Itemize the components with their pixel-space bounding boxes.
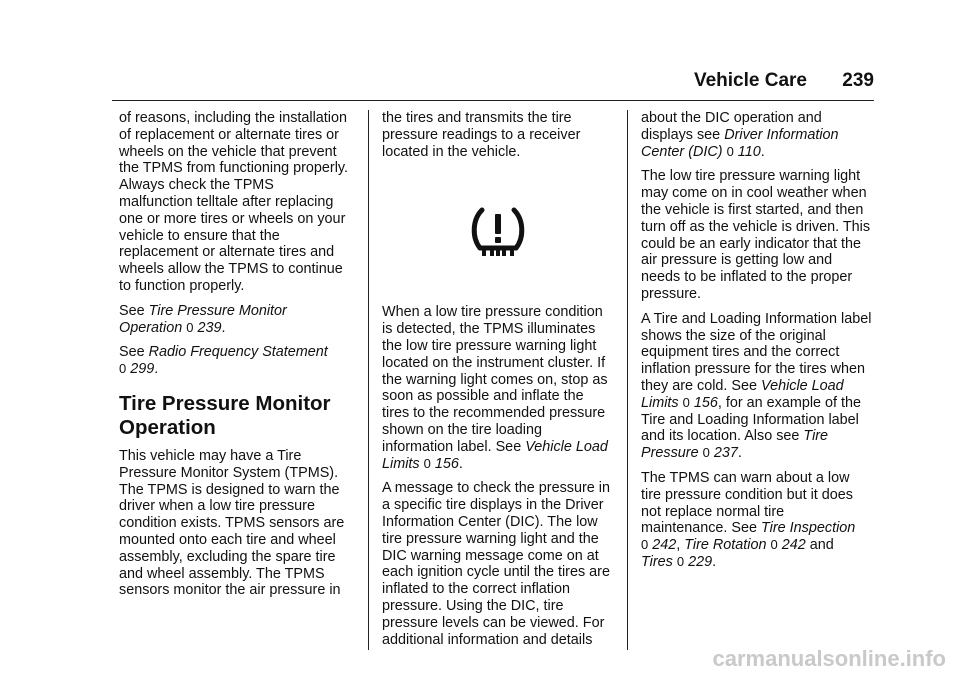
page-ref-number[interactable]: 156 <box>693 394 718 411</box>
column-2 <box>382 110 614 656</box>
paragraph: When a low tire pressure condition is detected, the TPMS illuminates the low tire pressure warning light located on the instrument cluster. If the warning light comes on, stop as soon as possible and inflate the tires to the recommended pressure shown on the tire loading information label. See Vehicle Load Limits 0 156. <box>382 304 608 472</box>
page-ref-symbol: 0 <box>726 143 734 159</box>
see-reference: See Tire Pressure Monitor Operation 0 239. <box>119 302 287 336</box>
page-ref-number[interactable]: 156 <box>434 455 459 472</box>
cross-reference-link[interactable]: Tire Pressure Monitor Operation <box>119 302 287 336</box>
column-divider <box>368 110 369 650</box>
cross-reference-link[interactable]: Tires <box>641 553 673 570</box>
page-number: 239 <box>842 70 874 91</box>
cross-reference-link[interactable]: Tire Inspection <box>761 520 856 537</box>
page-ref-symbol: 0 <box>676 553 685 569</box>
page-ref-number[interactable]: 242 <box>781 537 806 554</box>
cross-reference-link[interactable]: Vehicle Load Limits <box>641 377 844 411</box>
section-heading: Tire Pressure Monitor Operation <box>119 391 331 439</box>
page-ref-number[interactable]: 110 <box>737 143 761 160</box>
column-3 <box>641 110 873 579</box>
page-ref-symbol: 0 <box>682 394 690 410</box>
cross-reference-link[interactable]: Vehicle Load Limits <box>382 438 608 472</box>
section-title: Vehicle Care <box>693 70 808 91</box>
column-divider <box>627 110 628 650</box>
page-ref-symbol: 0 <box>702 445 710 461</box>
paragraph: about the DIC operation and displays see Driver Information Center (DIC) 0 110. <box>641 110 839 160</box>
paragraph: A message to check the pressure in a specific tire displays in the Driver Information Center (DIC). The low tire pressure warning light and the DIC warning message come on at each ignition cycle until the tires are inflated to the correct inflation pressure. Using the DIC, tire pressure levels can be viewed. For additional information and details <box>382 480 610 648</box>
watermark: carmanualsonline.info <box>712 646 946 671</box>
page-ref-number[interactable]: 237 <box>713 445 738 462</box>
cross-reference-link[interactable]: Tire Rotation <box>684 537 767 554</box>
paragraph: the tires and transmits the tire pressure readings to a receiver located in the vehicle. <box>382 110 581 160</box>
paragraph: The TPMS can warn about a low tire pressure condition but it does not replace normal tire maintenance. See Tire Inspection 0 242, Tire Rotation 0 242 and Tires 0 229. <box>641 469 856 570</box>
page-header <box>0 70 874 92</box>
page-ref-symbol: 0 <box>423 455 431 471</box>
paragraph: of reasons, including the installation of replacement or alternate tires or wheels on the vehicle that prevent the TPMS from functioning properly. Always check the TPMS malfunction telltale after replacing one or more tires or wheels on your vehicle to ensure that the replacement or alternate tires and wheels allow the TPMS to continue to function properly. <box>119 110 349 294</box>
page-ref-number[interactable]: 242 <box>652 537 677 554</box>
page-ref-number[interactable]: 239 <box>197 319 222 336</box>
warning-icon-container <box>382 168 614 298</box>
cross-reference-link[interactable]: Tire Pressure <box>641 428 829 462</box>
cross-reference-link[interactable]: Driver Information Center (DIC) <box>641 126 839 160</box>
paragraph: The low tire pressure warning light may come on in cool weather when the vehicle is first started, and then turn off as the vehicle is driven. This could be an early indicator that the air pressure is getting low and needs to be inflated to the proper pressure. <box>641 168 871 302</box>
page-ref-symbol: 0 <box>119 361 127 377</box>
page-ref-symbol: 0 <box>770 537 778 553</box>
column-1 <box>119 110 351 607</box>
paragraph: A Tire and Loading Information label shows the size of the original equipment tires and the correct inflation pressure for the tires when they are cold. See Vehicle Load Limits 0 156, for an example of the Tire and Loading Information label and its location. Also see Tire Pressure 0 237. <box>641 310 872 462</box>
paragraph: This vehicle may have a Tire Pressure Monitor System (TPMS). The TPMS is designed to warn the driver when a low tire pressure condition exists. TPMS sensors are mounted onto each tire and wheel assembly, excluding the spare tire and wheel assembly. The TPMS sensors monitor the air pressure in <box>119 447 345 599</box>
cross-reference-link[interactable]: Radio Frequency Statement <box>148 344 328 361</box>
header-rule <box>112 100 874 101</box>
page-ref-number[interactable]: 299 <box>130 361 155 378</box>
page-ref-symbol: 0 <box>641 537 649 553</box>
page-ref-number[interactable]: 229 <box>688 553 713 570</box>
low-tire-pressure-warning-icon <box>468 206 528 260</box>
page-ref-symbol: 0 <box>186 319 194 335</box>
see-reference: See Radio Frequency Statement 0 299. <box>119 344 328 378</box>
